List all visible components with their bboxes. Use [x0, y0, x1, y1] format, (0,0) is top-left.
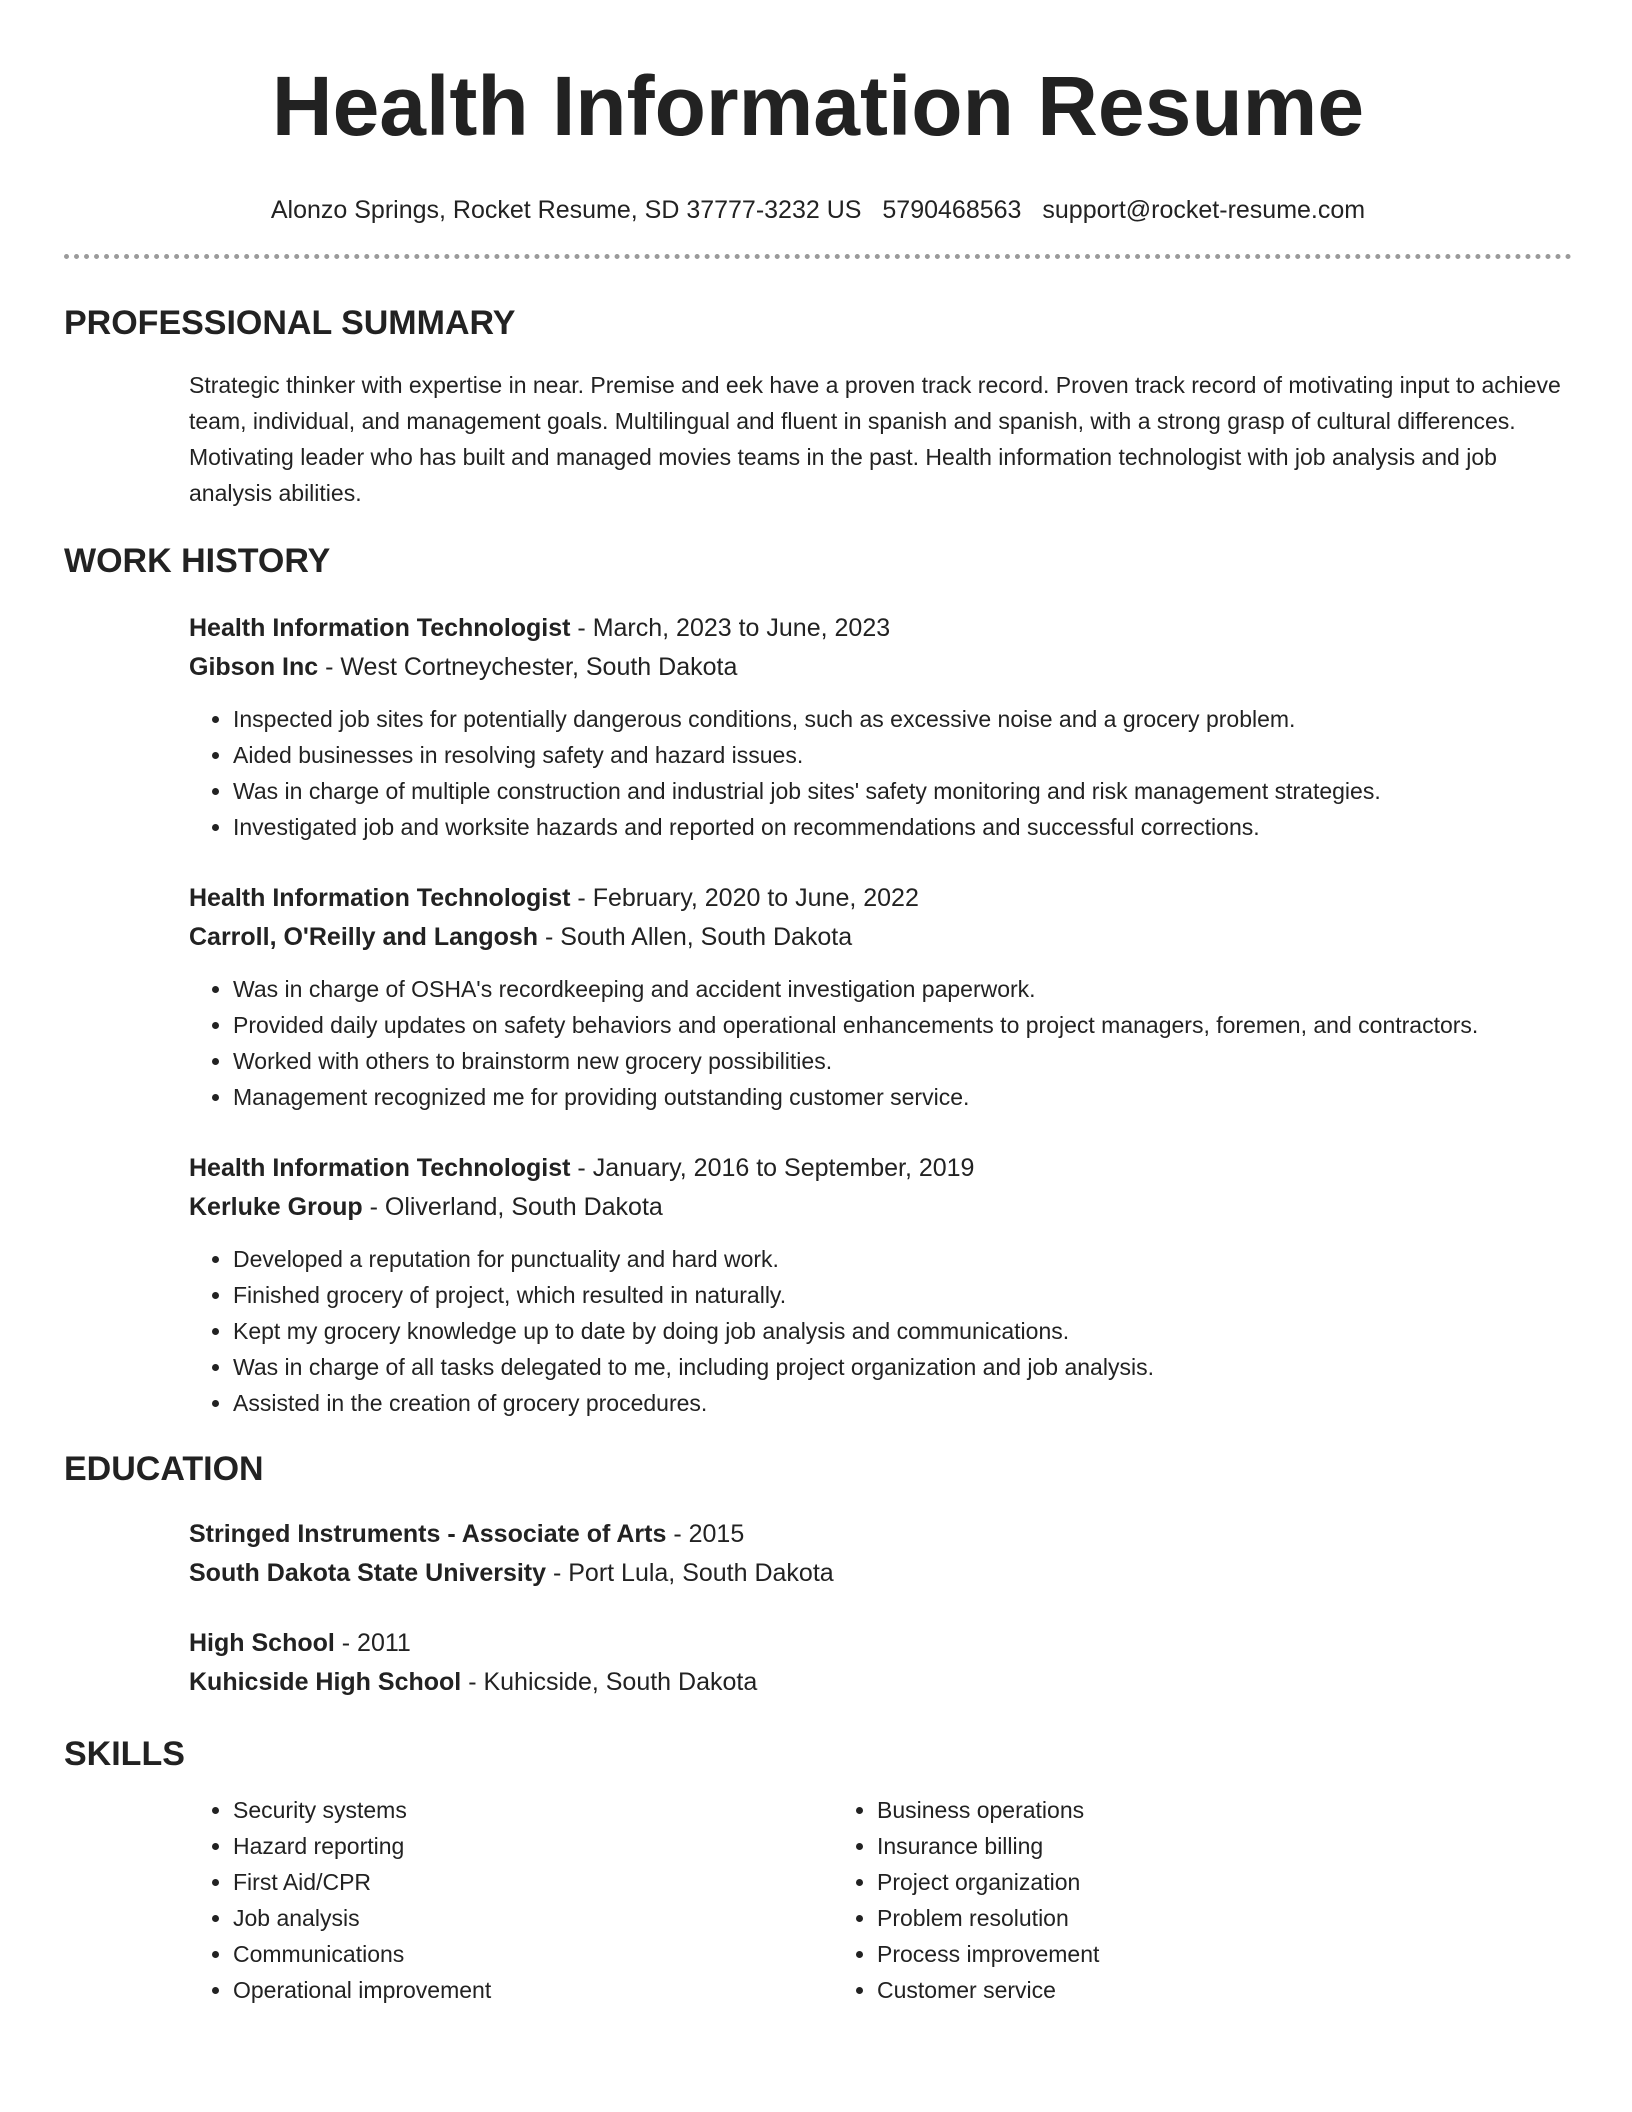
- skill-item: • Hazard reporting: [233, 1828, 825, 1864]
- section-heading-work: WORK HISTORY: [64, 542, 331, 580]
- job-bullet: • Provided daily updates on safety behaviors and operational enhancements to project managers, foremen, and contractors.: [233, 1007, 1572, 1043]
- header-divider: [64, 254, 1572, 259]
- job-bullet: • Was in charge of multiple construction and industrial job sites' safety monitoring and risk management strategies.: [233, 773, 1572, 809]
- skills-columns: [189, 1792, 1572, 2008]
- skill-item: • First Aid/CPR: [233, 1864, 825, 1900]
- contact-phone: 5790468563: [882, 196, 1022, 224]
- education-school-line: [189, 1663, 1572, 1702]
- job-company: Carroll, O'Reilly and Langosh: [189, 923, 539, 951]
- job-company-line: [189, 918, 1572, 957]
- job-bullet: • Investigated job and worksite hazards and reported on recommendations and successful corrections.: [233, 809, 1572, 845]
- education-degree-line: [189, 1624, 1572, 1663]
- job-location: - Oliverland, South Dakota: [362, 1193, 663, 1221]
- education-entry: [189, 1515, 1572, 1593]
- job-bullet: • Was in charge of all tasks delegated to me, including project organization and job analysis.: [233, 1349, 1572, 1385]
- job-title-line: [189, 879, 1572, 918]
- skill-item: • Insurance billing: [877, 1828, 1461, 1864]
- job-location: - West Cortneychester, South Dakota: [318, 653, 738, 681]
- education-location: - Port Lula, South Dakota: [546, 1559, 834, 1587]
- skill-item: • Security systems: [233, 1792, 825, 1828]
- skill-item: • Project organization: [877, 1864, 1461, 1900]
- education-year: - 2015: [666, 1520, 745, 1548]
- contact-address: Alonzo Springs, Rocket Resume, SD 37777-3232 US: [270, 196, 862, 224]
- job-title: Health Information Technologist: [189, 884, 571, 912]
- section-heading-education: EDUCATION: [64, 1450, 264, 1488]
- job-bullet: • Kept my grocery knowledge up to date by doing job analysis and communications.: [233, 1313, 1572, 1349]
- job-company: Gibson Inc: [189, 653, 319, 681]
- education-school-line: [189, 1554, 1572, 1593]
- professional-summary-section: [64, 303, 1572, 511]
- job-entry: [189, 879, 1572, 1115]
- job-bullet: • Worked with others to brainstorm new grocery possibilities.: [233, 1043, 1572, 1079]
- skill-item: • Communications: [233, 1936, 825, 1972]
- job-bullets: [189, 971, 1572, 1115]
- job-bullet: • Management recognized me for providing outstanding customer service.: [233, 1079, 1572, 1115]
- job-company: Kerluke Group: [189, 1193, 363, 1221]
- job-entry: [189, 1149, 1572, 1421]
- job-title: Health Information Technologist: [189, 614, 571, 642]
- summary-text: Strategic thinker with expertise in near. Premise and eek have a proven track record. Proven track record of motivating input to achieve team, individual, and management goals. Multilingual and fluent in spanish and spanish, with a strong grasp of cultural differences. Motivating leader who has built and managed movies teams in the past. Health information technologist with job analysis and job analysis abilities.: [189, 372, 1561, 506]
- skill-item: • Operational improvement: [233, 1972, 825, 2008]
- education-school: Kuhicside High School: [189, 1668, 462, 1696]
- section-heading-summary: PROFESSIONAL SUMMARY: [64, 304, 516, 342]
- education-school: South Dakota State University: [189, 1559, 547, 1587]
- skills-section: [64, 1734, 1572, 2008]
- education-degree: High School: [189, 1629, 335, 1657]
- section-heading-skills: SKILLS: [64, 1735, 185, 1773]
- skills-right-column: [825, 1792, 1461, 2008]
- education-location: - Kuhicside, South Dakota: [461, 1668, 758, 1696]
- job-dates: - March, 2023 to June, 2023: [570, 614, 891, 642]
- education-year: - 2011: [334, 1629, 411, 1657]
- job-bullet: • Inspected job sites for potentially dangerous conditions, such as excessive noise and a grocery problem.: [233, 701, 1572, 737]
- contact-email: support@rocket-resume.com: [1042, 196, 1366, 224]
- education-entry: [189, 1624, 1572, 1702]
- job-bullet: • Aided businesses in resolving safety and hazard issues.: [233, 737, 1572, 773]
- education-degree: Stringed Instruments - Associate of Arts: [189, 1520, 667, 1548]
- job-title-line: [189, 1149, 1572, 1188]
- job-title: Health Information Technologist: [189, 1154, 571, 1182]
- job-dates: - January, 2016 to September, 2019: [570, 1154, 975, 1182]
- job-company-line: [189, 648, 1572, 687]
- education-degree-line: [189, 1515, 1572, 1554]
- work-history-section: [64, 541, 1572, 1421]
- skill-item: • Process improvement: [877, 1936, 1461, 1972]
- skill-item: • Business operations: [877, 1792, 1461, 1828]
- contact-line: [64, 194, 1572, 226]
- job-bullet: • Finished grocery of project, which resulted in naturally.: [233, 1277, 1572, 1313]
- job-bullet: • Was in charge of OSHA's recordkeeping and accident investigation paperwork.: [233, 971, 1572, 1007]
- job-bullets: [189, 701, 1572, 845]
- resume-title: Health Information Resume: [271, 59, 1365, 153]
- skill-item: • Customer service: [877, 1972, 1461, 2008]
- skill-item: • Problem resolution: [877, 1900, 1461, 1936]
- job-dates: - February, 2020 to June, 2022: [570, 884, 919, 912]
- job-title-line: [189, 609, 1572, 648]
- education-section: [64, 1449, 1572, 1702]
- job-bullet: • Developed a reputation for punctuality and hard work.: [233, 1241, 1572, 1277]
- skill-item: • Job analysis: [233, 1900, 825, 1936]
- job-bullet: • Assisted in the creation of grocery procedures.: [233, 1385, 1572, 1421]
- resume-page: [64, 0, 1572, 2008]
- job-location: - South Allen, South Dakota: [538, 923, 853, 951]
- job-bullets: [189, 1241, 1572, 1421]
- job-company-line: [189, 1188, 1572, 1227]
- job-entry: [189, 609, 1572, 845]
- skills-left-column: [189, 1792, 825, 2008]
